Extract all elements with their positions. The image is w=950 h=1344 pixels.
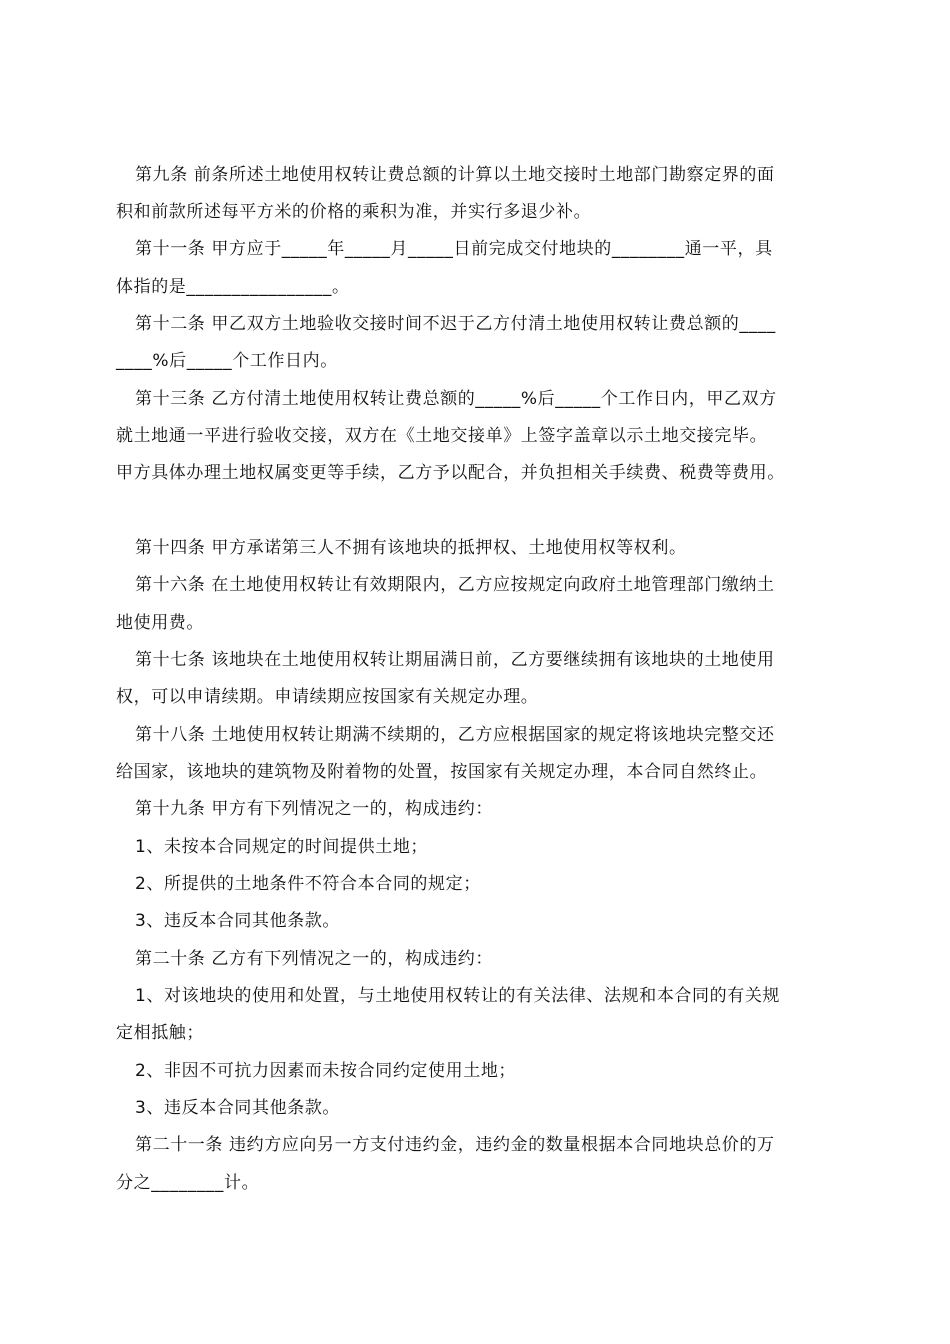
article-13-line-1: 第十三条 乙方付清土地使用权转让费总额的_____%后_____个工作日内，甲乙双方 <box>135 389 777 409</box>
article-12-line-1: 第十二条 甲乙双方土地验收交接时间不迟于乙方付清土地使用权转让费总额的____ <box>135 314 776 334</box>
article-19-item-3: 3、违反本合同其他条款。 <box>135 911 341 931</box>
article-18-line-2: 给国家，该地块的建筑物及附着物的处置，按国家有关规定办理，本合同自然终止。 <box>116 762 768 782</box>
article-19-item-2: 2、所提供的土地条件不符合本合同的规定； <box>135 874 481 894</box>
article-19-item-1: 1、未按本合同规定的时间提供土地； <box>135 837 429 857</box>
article-17-line-1: 第十七条 该地块在土地使用权转让期届满日前，乙方要继续拥有该地块的土地使用 <box>135 650 775 670</box>
article-20-item-3: 3、违反本合同其他条款。 <box>135 1098 341 1118</box>
article-21-line-1: 第二十一条 违约方应向另一方支付违约金，违约金的数量根据本合同地块总价的万 <box>135 1135 775 1155</box>
article-20-item-2: 2、非因不可抗力因素而未按合同约定使用土地； <box>135 1061 517 1081</box>
article-19-heading: 第十九条 甲方有下列情况之一的，构成违约： <box>135 799 494 819</box>
article-9-line-2: 积和前款所述每平方米的价格的乘积为准，并实行多退少补。 <box>116 202 592 222</box>
article-21-line-2: 分之________计。 <box>116 1173 260 1193</box>
article-20-heading: 第二十条 乙方有下列情况之一的，构成违约： <box>135 949 494 969</box>
article-9-line-1: 第九条 前条所述土地使用权转让费总额的计算以土地交接时土地部门勘察定界的面 <box>135 165 775 185</box>
article-13-line-2: 就土地通一平进行验收交接，双方在《土地交接单》上签字盖章以示土地交接完毕。 <box>116 426 768 446</box>
article-20-item-1-line-2: 定相抵触； <box>116 1023 204 1043</box>
article-18-line-1: 第十八条 土地使用权转让期满不续期的，乙方应根据国家的规定将该地块完整交还 <box>135 725 775 745</box>
article-12-line-2: ____%后_____个工作日内。 <box>116 351 338 371</box>
article-16-line-1: 第十六条 在土地使用权转让有效期限内，乙方应按规定向政府土地管理部门缴纳土 <box>135 575 775 595</box>
article-11-line-1: 第十一条 甲方应于_____年_____月_____日前完成交付地块的________通一平，具 <box>135 239 773 259</box>
article-13-line-3: 甲方具体办理土地权属变更等手续，乙方予以配合，并负担相关手续费、税费等费用。 <box>116 463 785 483</box>
article-17-line-2: 权，可以申请续期。申请续期应按国家有关规定办理。 <box>116 687 539 707</box>
article-11-line-2: 体指的是________________。 <box>116 277 350 297</box>
article-14-line-1: 第十四条 甲方承诺第三人不拥有该地块的抵押权、土地使用权等权利。 <box>135 538 687 558</box>
article-20-item-1-line-1: 1、对该地块的使用和处置，与土地使用权转让的有关法律、法规和本合同的有关规 <box>135 986 781 1006</box>
article-16-line-2: 地使用费。 <box>116 613 204 633</box>
